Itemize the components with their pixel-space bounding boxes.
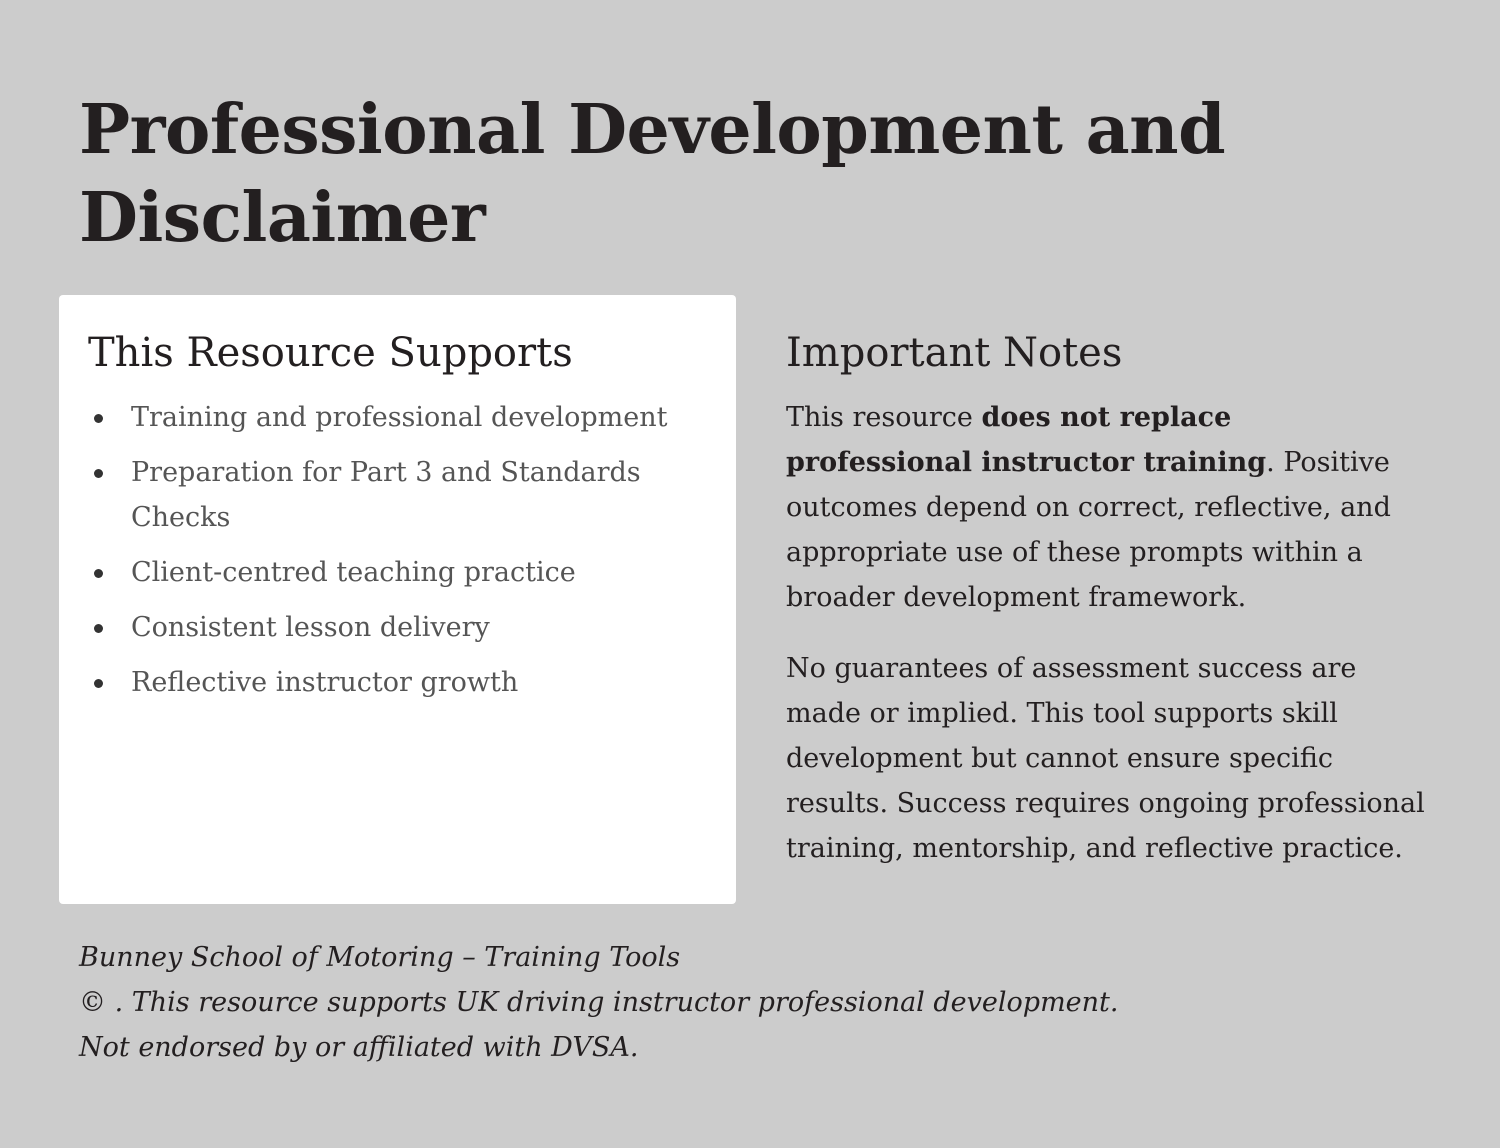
page-title: Professional Development and Disclaimer (79, 90, 1226, 258)
list-item (88, 395, 706, 440)
bullet-icon (94, 469, 103, 478)
notes-heading: Important Notes (786, 330, 1123, 376)
notes-paragraph-1-suffix: . Positive outcomes depend on correct, reflective, and appropriate use of these prompts within a broader development framework. (786, 447, 1391, 613)
notes-paragraph-1-emphasis: does not replace professional instructor training (786, 402, 1267, 478)
footer (79, 935, 1379, 1070)
supports-heading: This Resource Supports (88, 330, 573, 376)
bullet-icon (94, 569, 103, 578)
list-item-label: Preparation for Part 3 and Standards Checks (131, 457, 641, 533)
list-item-label: Training and professional development (131, 402, 668, 433)
notes-paragraph-1-prefix: This resource (786, 402, 982, 433)
list-item-label: Reflective instructor growth (131, 667, 519, 698)
list-item-label: Client-centred teaching practice (131, 557, 576, 588)
list-item-label: Consistent lesson delivery (131, 612, 490, 643)
list-item (88, 605, 706, 650)
supports-card (59, 295, 736, 904)
footer-line-copyright: © . This resource supports UK driving instructor professional development. (79, 987, 1119, 1018)
supports-list (88, 395, 706, 705)
important-notes (786, 325, 1426, 897)
footer-line-disclaimer: Not endorsed by or affiliated with DVSA. (79, 1032, 639, 1063)
list-item (88, 550, 706, 595)
footer-line-school: Bunney School of Motoring – Training Tools (79, 942, 681, 973)
bullet-icon (94, 679, 103, 688)
list-item (88, 660, 706, 705)
bullet-icon (94, 624, 103, 633)
list-item (88, 450, 706, 540)
bullet-icon (94, 414, 103, 423)
notes-paragraph-2: No guarantees of assessment success are made or implied. This tool supports skill development but cannot ensure specific results. Success requires ongoing professional training, mentorship, and reflective practice. (786, 653, 1425, 864)
notes-paragraph-1 (786, 395, 1426, 620)
